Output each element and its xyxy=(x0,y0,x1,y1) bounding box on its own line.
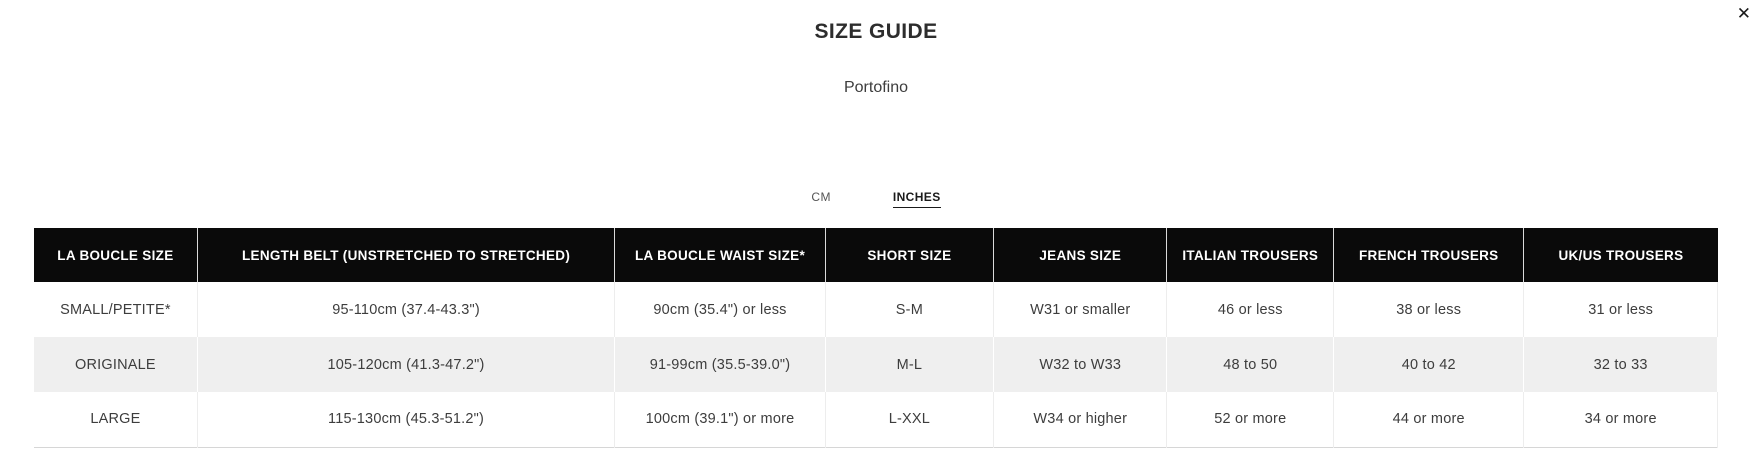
size-table-container xyxy=(34,228,1718,448)
table-cell: 91-99cm (35.5-39.0") xyxy=(615,337,825,392)
unit-toggle-cm[interactable]: CM xyxy=(811,190,831,204)
table-cell: 100cm (39.1") or more xyxy=(615,392,825,447)
table-cell: W32 to W33 xyxy=(994,337,1167,392)
table-cell: 95-110cm (37.4-43.3") xyxy=(197,282,615,337)
header-cell-french-trousers: FRENCH TROUSERS xyxy=(1334,228,1524,282)
table-cell: 31 or less xyxy=(1524,282,1718,337)
table-cell: 44 or more xyxy=(1334,392,1524,447)
table-cell: 46 or less xyxy=(1167,282,1334,337)
table-cell: 52 or more xyxy=(1167,392,1334,447)
table-header-row xyxy=(34,228,1718,282)
header-cell-short-size: SHORT SIZE xyxy=(825,228,993,282)
table-cell: W31 or smaller xyxy=(994,282,1167,337)
header-cell-waist-size: LA BOUCLE WAIST SIZE* xyxy=(615,228,825,282)
header-cell-length-belt: LENGTH BELT (UNSTRETCHED TO STRETCHED) xyxy=(197,228,615,282)
product-name: Portofino xyxy=(843,79,909,96)
header-cell-ukus-trousers: UK/US TROUSERS xyxy=(1524,228,1718,282)
table-row xyxy=(34,392,1718,447)
table-row xyxy=(34,282,1718,337)
table-cell: 48 to 50 xyxy=(1167,337,1334,392)
header-cell-la-boucle-size: LA BOUCLE SIZE xyxy=(34,228,197,282)
table-cell: 90cm (35.4") or less xyxy=(615,282,825,337)
table-cell: W34 or higher xyxy=(994,392,1167,447)
unit-toggle xyxy=(0,190,1752,205)
header-cell-jeans-size: JEANS SIZE xyxy=(994,228,1167,282)
row-label: LARGE xyxy=(34,392,197,447)
close-icon[interactable]: ✕ xyxy=(1736,4,1751,23)
table-cell: 105-120cm (41.3-47.2") xyxy=(197,337,615,392)
page-title: SIZE GUIDE xyxy=(814,20,938,43)
table-cell: S-M xyxy=(825,282,993,337)
table-cell: 38 or less xyxy=(1334,282,1524,337)
table-cell: L-XXL xyxy=(825,392,993,447)
unit-toggle-inches[interactable]: INCHES xyxy=(893,190,941,208)
row-label: SMALL/PETITE* xyxy=(34,282,197,337)
header-cell-italian-trousers: ITALIAN TROUSERS xyxy=(1167,228,1334,282)
table-cell: 34 or more xyxy=(1524,392,1718,447)
table-cell: M-L xyxy=(825,337,993,392)
table-cell: 32 to 33 xyxy=(1524,337,1718,392)
row-label: ORIGINALE xyxy=(34,337,197,392)
size-table xyxy=(34,228,1718,448)
table-cell: 40 to 42 xyxy=(1334,337,1524,392)
table-cell: 115-130cm (45.3-51.2") xyxy=(197,392,615,447)
table-row xyxy=(34,337,1718,392)
